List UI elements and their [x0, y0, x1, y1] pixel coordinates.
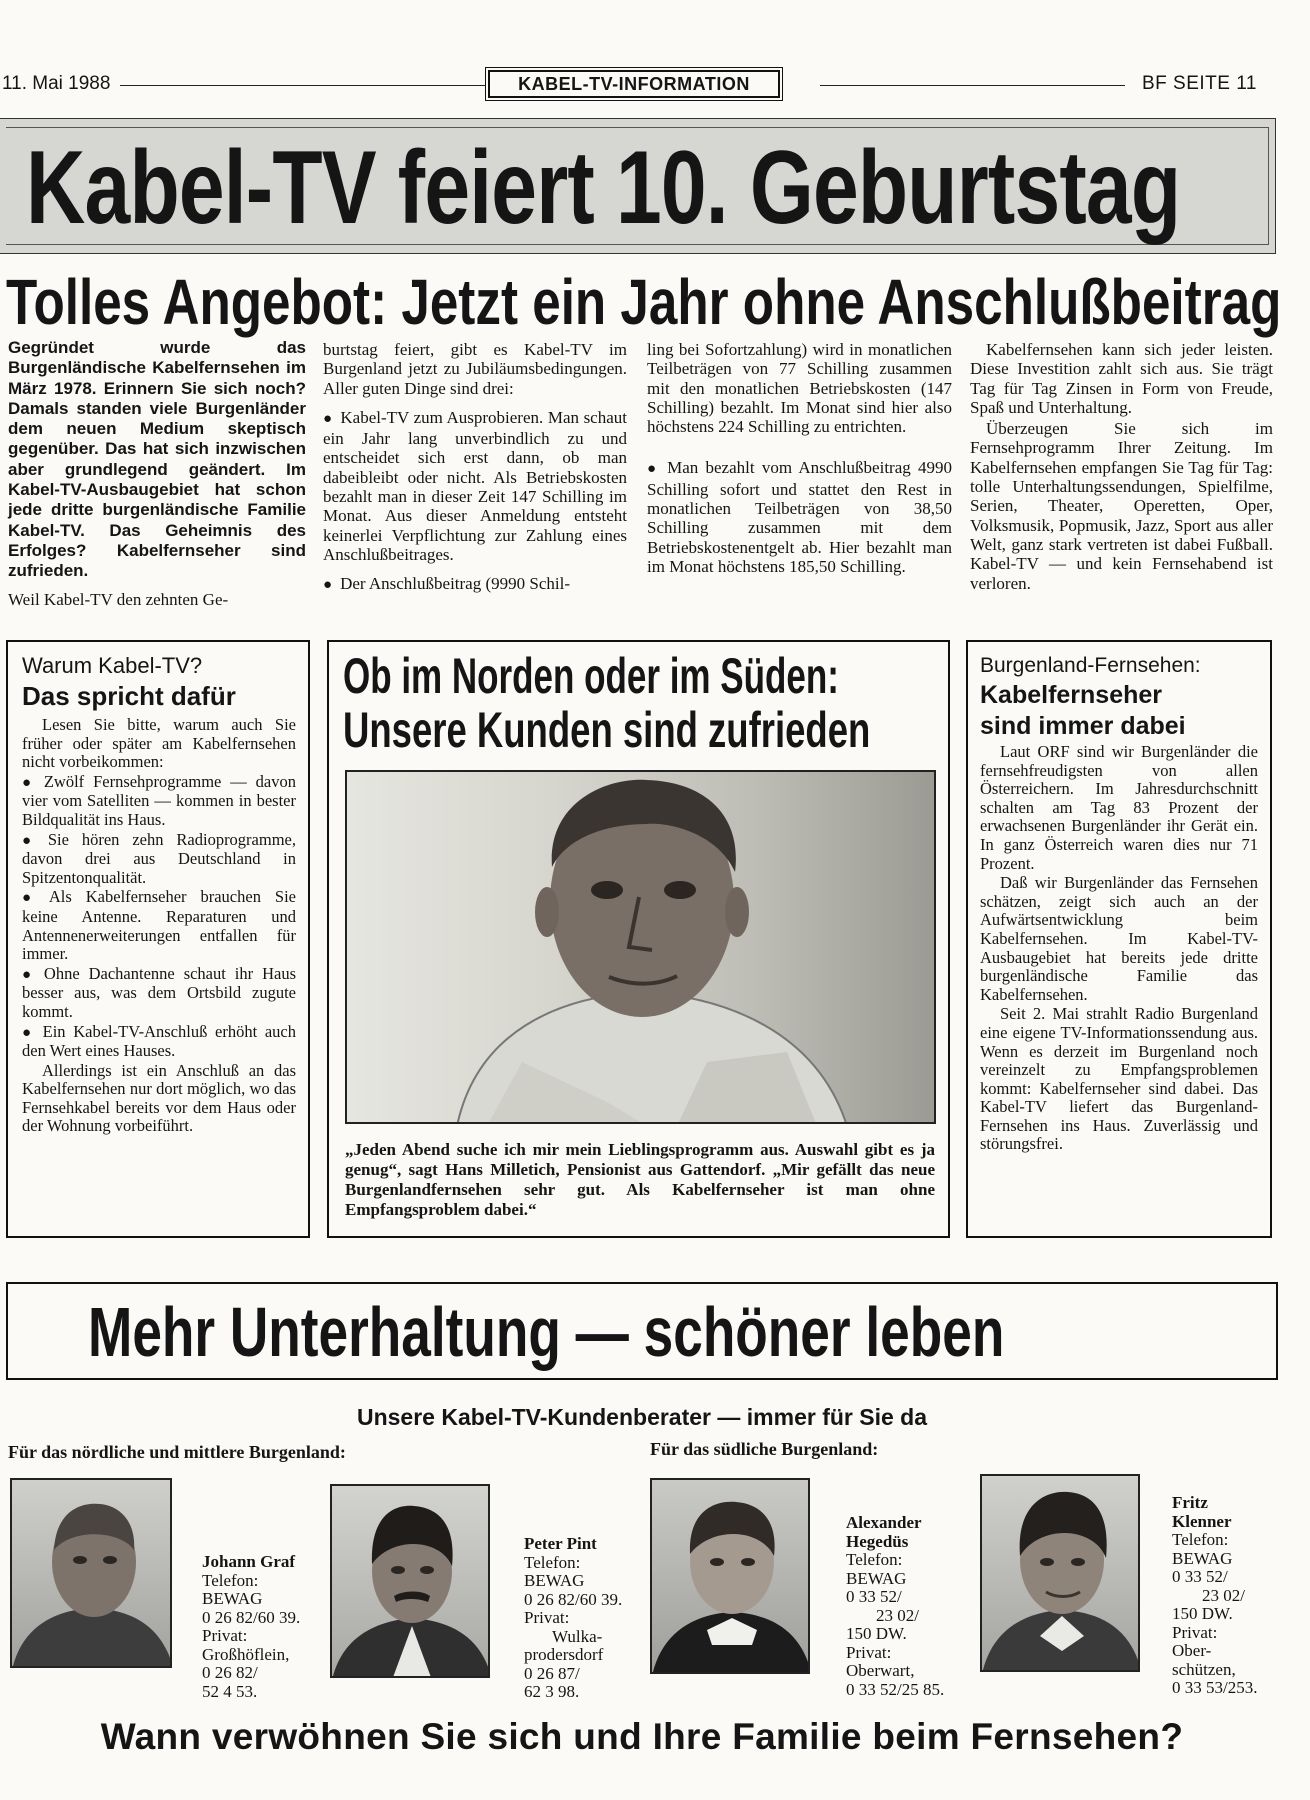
portrait-man-icon	[332, 1486, 490, 1678]
advisor-line: 0 26 82/	[202, 1663, 258, 1682]
burgenland-tv-body	[980, 743, 1258, 1154]
advisor-line: Großhöflein,	[202, 1644, 290, 1664]
reason-item: ● Zwölf Fernsehprogramme — davon vier vom Satelliten — kommen in bester Bildqualität ins Haus.	[22, 773, 296, 830]
portrait-man-icon	[12, 1480, 172, 1668]
burgenland-tv-title-1: Kabelfernseher	[980, 681, 1163, 709]
customers-box	[327, 640, 950, 1238]
intro-lead-tail: Weil Kabel-TV den zehnten Ge-	[8, 589, 229, 609]
advisor-line: Privat:	[524, 1608, 570, 1627]
advisor-line: BEWAG	[1172, 1548, 1233, 1568]
advisor-line: Telefon:	[1172, 1530, 1229, 1549]
intro-column-1	[8, 338, 306, 616]
advisor-line: Privat:	[1172, 1622, 1218, 1642]
advisor-name: Alexander Hegedüs	[846, 1513, 922, 1551]
advisor-line: 52 4 53.	[202, 1681, 258, 1701]
advisor-line: 0 33 52/25 85.	[846, 1679, 945, 1699]
advisor-photo	[980, 1474, 1140, 1672]
reason-item: ● Als Kabelfernseher brauchen Sie keine Antenne. Reparaturen und Antennenerweiterungen entfallen für immer.	[22, 888, 296, 963]
customer-quote: „Jeden Abend suche ich mir mein Lieblingsprogramm aus. Auswahl gibt es ja genug“, sagt Hans Milletich, Pensionist aus Gattendorf. „Mir gefällt das neue Burgenlandfernsehen sehr gut. Als Kabelfernseher ist man ohne Empfangsproblem dabei.“	[345, 1140, 935, 1219]
advisor-line: 0 33 52/	[1172, 1567, 1228, 1586]
intro-col3-bullet: ● Man bezahlt vom Anschlußbeitrag 4990 Schilling sofort und stattet den Rest in monatlichen Teilbeträgen von 38,50 Schilling zusammen mit dem Betriebskostenentgelt ab. Hier bezahlt man im Monat höchstens 185,50 Schilling.	[647, 458, 952, 576]
subheadline: Tolles Angebot: Jetzt ein Jahr ohne Anschlußbeitrag	[6, 266, 1282, 338]
reasons-body	[22, 716, 296, 1136]
reason-item: ● Ohne Dachantenne schaut ihr Haus besser aus, was dem Ortsbild zugute kommt.	[22, 965, 296, 1022]
intro-column-4	[970, 340, 1273, 599]
intro-col2-text: burtstag feiert, gibt es Kabel-TV im Burgenland jetzt zu Jubiläumsbedingungen. Aller guten Dinge sind drei:	[323, 340, 627, 398]
slogan-box	[6, 1282, 1278, 1380]
advisor-line: prodersdorf	[524, 1645, 604, 1664]
advisor-name: Johann Graf	[202, 1552, 296, 1571]
issue-date: 11. Mai 1988	[2, 73, 111, 94]
headline: Kabel-TV feiert 10. Geburtstag	[26, 130, 1181, 246]
portrait-man-icon	[982, 1476, 1140, 1672]
reason-item: ● Ein Kabel-TV-Anschluß erhöht auch den Wert eines Hauses.	[22, 1023, 296, 1061]
intro-col2-bullet-1: ● Kabel-TV zum Ausprobieren. Man schaut ein Jahr lang unverbindlich zu und entscheidet sich erst dann, ob man dabeibleibt oder nicht. Als Betriebskosten bezahlt man in dieser Zeit 147 Schilling im Monat. Aus dieser Anmeldung entsteht keinerlei Verpflichtung zur Zahlung eines Anschlußbeitrages.	[323, 408, 627, 564]
advisor-card	[524, 1535, 654, 1702]
advisor-line: Oberwart,	[846, 1661, 915, 1680]
burgenland-tv-box	[966, 640, 1272, 1238]
burgenland-tv-title-2: sind immer dabei	[980, 712, 1186, 740]
reasons-box	[6, 640, 310, 1238]
intro-column-3	[647, 340, 952, 582]
advisor-line: Telefon:	[202, 1570, 259, 1590]
advisor-card	[1172, 1494, 1282, 1698]
page-number: BF SEITE 11	[1142, 73, 1257, 94]
advisor-line: 23 02/	[1202, 1585, 1245, 1605]
customer-photo	[345, 770, 936, 1124]
intro-column-2	[323, 340, 627, 602]
advisor-line: Telefon:	[524, 1552, 581, 1572]
burgenland-tv-p1: Laut ORF sind wir Burgenländer die fernsehfreudigsten von allen Österreichern. Im Jahresdurchschnitt schalten am Tag 83 Prozent der erwachsenen Burgenländer ihr Gerät ein. In ganz Österreich waren dies nur 71 Prozent.	[980, 742, 1258, 873]
advisor-line: 150 DW.	[846, 1624, 907, 1643]
intro-col2-bullet-2: ● Der Anschlußbeitrag (9990 Schil-	[323, 574, 627, 595]
portrait-man-icon	[347, 772, 936, 1124]
north-region-label: Für das nördliche und mittlere Burgenland:	[8, 1442, 346, 1462]
customers-title-line-2: Unsere Kunden sind zufrieden	[343, 702, 871, 758]
reasons-intro: Lesen Sie bitte, warum auch Sie früher oder später am Kabelfernsehen nicht vorbeikommen:	[22, 715, 296, 772]
advisor-line: schützen,	[1172, 1659, 1236, 1679]
headline-banner	[0, 118, 1276, 254]
advisor-line: BEWAG	[846, 1568, 907, 1588]
advisor-line: Ober-	[1172, 1641, 1212, 1660]
advisor-line: Telefon:	[846, 1550, 903, 1569]
reasons-kicker: Warum Kabel-TV?	[22, 653, 203, 678]
burgenland-tv-kicker: Burgenland-Fernsehen:	[980, 654, 1201, 677]
advisor-photo	[10, 1478, 172, 1668]
footer-question: Wann verwöhnen Sie sich und Ihre Familie beim Fernsehen?	[100, 1716, 1184, 1757]
intro-col3-text: ling bei Sofortzahlung) wird in monatlichen Teilbeträgen von 77 Schilling zusammen mit den monatlichen Betriebskosten (147 Schilling) bezahlt. Im Monat sind hier also höchstens 224 Schilling zu entrichten.	[647, 340, 952, 437]
advisor-name: Fritz Klenner	[1172, 1493, 1232, 1531]
advisor-line: 0 26 82/60 39.	[202, 1607, 301, 1627]
advisor-line: 0 33 52/	[846, 1587, 902, 1606]
advisor-line: Wulka-	[552, 1626, 603, 1646]
section-label: KABEL-TV-INFORMATION	[488, 70, 780, 98]
portrait-man-icon	[652, 1480, 810, 1674]
advisor-line: 150 DW.	[1172, 1604, 1233, 1623]
intro-col4-text-2: Überzeugen Sie sich im Fernsehprogramm Ihrer Zeitung. Im Kabelfernsehen empfangen Sie Tag für Tag: tolle Unterhaltungssendungen, Spielfilme, Serien, Theater, Operetten, Oper, Volksmusik, Popmusik, Jazz, Sport aus aller Welt, ganz stark vertreten ist dabei Fußball. Kabel-TV — und kein Fernsehabend ist verloren.	[970, 419, 1273, 593]
intro-col4-text: Kabelfernsehen kann sich jeder leisten. Diese Investition zahlt sich aus. Sie trägt Tag für Tag Zinsen in Form von Freude, Spaß und Unterhaltung.	[970, 340, 1273, 417]
advisor-card	[846, 1514, 976, 1699]
reason-item: ● Sie hören zehn Radioprogramme, davon drei aus Deutschland in Spitzentonqualität.	[22, 831, 296, 888]
advisor-photo	[330, 1484, 490, 1678]
reasons-closing: Allerdings ist ein Anschluß an das Kabelfernsehen nur dort möglich, wo das Fernsehkabel bereits vor dem Haus oder der Wohnung vorbeiführt.	[22, 1060, 296, 1136]
page-header	[0, 70, 1310, 100]
advisor-line: 0 33 53/253.	[1172, 1678, 1258, 1697]
advisors-heading: Unsere Kabel-TV-Kundenberater — immer für Sie da	[356, 1404, 928, 1430]
advisor-photo	[650, 1478, 810, 1674]
intro-lead: Gegründet wurde das Burgenländische Kabelfernsehen im März 1978. Erinnern Sie sich noch? Damals standen viele Burgenländer dem neuen Medium skeptisch gegenüber. Das hat sich inzwischen aber grundlegend geändert. Im Kabel-TV-Ausbaugebiet hat schon jede dritte burgenländische Familie Kabel-TV. Das Geheimnis des Erfolges? Kabelfernseher sind zufrieden.	[8, 338, 306, 581]
advisor-line: BEWAG	[524, 1571, 585, 1590]
customers-title-line-1: Ob im Norden oder im Süden:	[343, 648, 839, 704]
slogan: Mehr Unterhaltung — schöner leben	[88, 1293, 1005, 1371]
advisor-line: 0 26 82/60 39.	[524, 1589, 623, 1609]
advisor-line: 0 26 87/	[524, 1663, 580, 1683]
advisor-name: Peter Pint	[524, 1534, 597, 1553]
burgenland-tv-p3: Seit 2. Mai strahlt Radio Burgenland eine eigene TV-Informationssendung aus. Wenn es derzeit im Burgenland noch vereinzelt zu Empfangsproblemen kommt: Kabelfernseher sind dabei. Das Kabel-TV liefert das Burgenland-Fernsehen ins Haus. Zuverlässig und störungsfrei.	[980, 1004, 1258, 1154]
advisor-line: Privat:	[846, 1642, 892, 1662]
reasons-title: Das spricht dafür	[22, 681, 236, 711]
advisor-line: 62 3 98.	[524, 1682, 580, 1701]
advisor-line: Privat:	[202, 1626, 248, 1645]
south-region-label: Für das südliche Burgenland:	[650, 1439, 879, 1459]
advisor-line: 23 02/	[876, 1605, 919, 1625]
burgenland-tv-p2: Daß wir Burgenländer das Fernsehen schätzen, zeigt sich auch an der Aufwärtsentwicklung beim Kabelfernsehen. Im Kabel-TV-Ausbaugebiet hat bereits jede dritte burgenländische Familie das Kabelfernsehen.	[980, 873, 1258, 1004]
advisor-line: BEWAG	[202, 1589, 263, 1608]
